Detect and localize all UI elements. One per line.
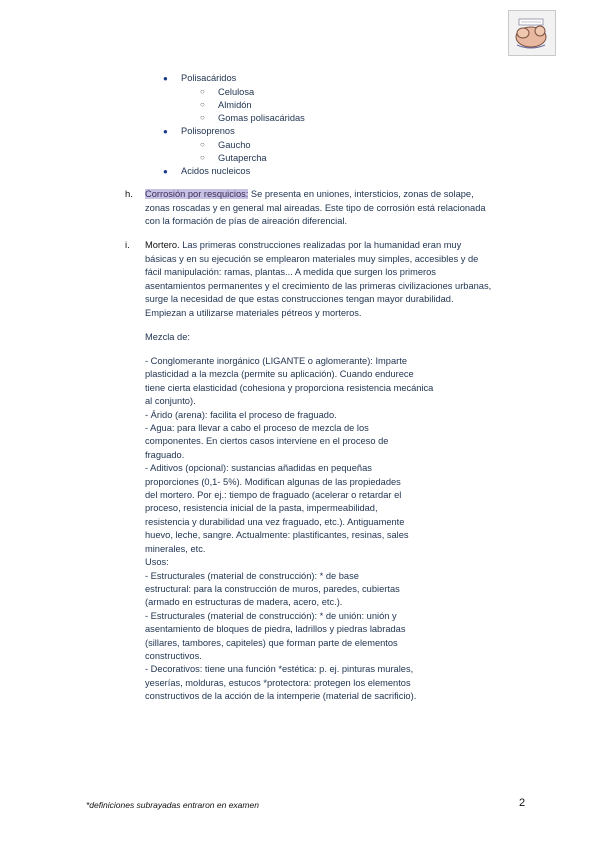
section-i-marker: i. (125, 240, 130, 251)
sublist-item: Gomas polisacáridas (218, 113, 305, 123)
section-i-line: fácil manipulación: ramas, plantas... A medida que surgen los primeros (145, 267, 436, 278)
section-i-line: básicas y en su ejecución se emplearon materiales muy simples, accesibles y de (145, 253, 479, 264)
sublist-bullet-icon: ○ (200, 140, 205, 149)
section-h-line: Se presenta en uniones, intersticios, zonas de solape, (248, 189, 474, 199)
detail-line: al conjunto). (145, 396, 196, 407)
sublist-bullet-icon: ○ (200, 87, 205, 96)
sublist-item: Gutapercha (218, 153, 267, 163)
detail-line: yeserías, molduras, estucos *protectora: protegen los elementos (145, 677, 411, 688)
detail-line: - Árido (arena): facilita el proceso de fraguado. (145, 409, 337, 420)
section-i-paragraph (145, 239, 491, 321)
sublist-item: Celulosa (218, 87, 255, 97)
detail-line: resistencia y durabilidad una vez fraguado, etc.). Antiguamente (145, 516, 405, 527)
sublist-item: Almidón (218, 100, 252, 110)
sublist-bullet-icon: ○ (200, 153, 205, 162)
section-i-line: Empiezan a utilizarse materiales pétreos y morteros. (145, 307, 362, 318)
list-bullet-icon: ● (163, 74, 168, 83)
section-i-line: asentamientos permanentes y el crecimiento de las primeras civilizaciones urbanas, (145, 280, 492, 291)
detail-line: constructivos de la acción de la intemperie (material de sacrificio). (145, 691, 417, 702)
detail-line: estructural: para la construcción de muros, paredes, cubiertas (145, 583, 400, 594)
list-item-polisacaridos: Polisacáridos (181, 73, 237, 83)
detail-line: huevo, leche, sangre. Actualmente: plastificantes, resinas, sales (145, 530, 409, 541)
detail-line: - Aditivos (opcional): sustancias añadidas en pequeñas (145, 463, 372, 474)
detail-line: - Agua: para llevar a cabo el proceso de mezcla de los (145, 423, 369, 434)
detail-line: (sillares, tambores, capiteles) que forman parte de elementos (145, 637, 398, 648)
detail-line: Usos: (145, 557, 169, 568)
detail-line: proporciones (0,1- 5%). Modifican algunas de las propiedades (145, 476, 401, 487)
section-h-line: con la formación de pías de aireación diferencial. (145, 216, 348, 227)
page-number: 2 (519, 797, 526, 809)
detail-line: - Conglomerante inorgánico (LIGANTE o aglomerante): Imparte (145, 356, 407, 366)
detail-line: tiene cierta elasticidad (cohesiona y proporciona resistencia mecánica (145, 382, 434, 393)
detail-line: minerales, etc. (145, 543, 206, 554)
header-logo-image (508, 10, 556, 56)
footer-note: *definiciones subrayadas entraron en examen (86, 800, 259, 810)
detail-line: (armado en estructuras de madera, acero, etc.). (145, 597, 343, 608)
detail-line: componentes. En ciertos casos interviene en el proceso de (145, 436, 389, 447)
detail-line: - Estructurales (material de construcción): * de base (145, 570, 359, 581)
detail-line: - Estructurales (material de construcción): * de unión: unión y (145, 610, 397, 621)
sublist-bullet-icon: ○ (200, 100, 205, 109)
detail-line: plasticidad a la mezcla (permite su aplicación). Cuando endurece (145, 369, 414, 380)
detail-line: - Decorativos: tiene una función *estética: p. ej. pinturas murales, (145, 664, 414, 675)
list-bullet-icon: ● (163, 127, 168, 136)
section-h-line: zonas roscadas y en general mal aireadas. Este tipo de corrosión está relacionada (145, 202, 486, 213)
section-i-line: Las primeras construcciones realizadas por la humanidad eran muy (179, 240, 462, 250)
mezcla-details (145, 355, 433, 704)
list-item-acidos-nucleicos: Acidos nucleicos (181, 166, 251, 176)
section-i-line: surge la necesidad de que estas construcciones tengan mayor durabilidad. (145, 294, 454, 305)
section-h-title: Corrosión por resquicios: (145, 189, 249, 199)
list-bullet-icon: ● (163, 167, 168, 176)
section-h-marker: h. (125, 189, 133, 200)
list-item-polisoprenos: Polisoprenos (181, 126, 235, 136)
detail-line: fraguado. (145, 449, 185, 460)
section-h-paragraph (145, 188, 486, 229)
section-i-title: Mortero. (145, 240, 180, 250)
detail-line: del mortero. Por ej.: tiempo de fraguado (acelerar o retardar el (145, 490, 402, 501)
sublist-item: Gaucho (218, 140, 251, 150)
detail-line: proceso, resistencia inicial de la pasta, impermeabilidad, (145, 503, 378, 514)
detail-line: asentamiento de bloques de piedra, ladrillos y piedras labradas (145, 624, 406, 635)
mezcla-heading: Mezcla de: (145, 332, 190, 342)
sublist-bullet-icon: ○ (200, 113, 205, 122)
detail-line: constructivos. (145, 650, 202, 661)
